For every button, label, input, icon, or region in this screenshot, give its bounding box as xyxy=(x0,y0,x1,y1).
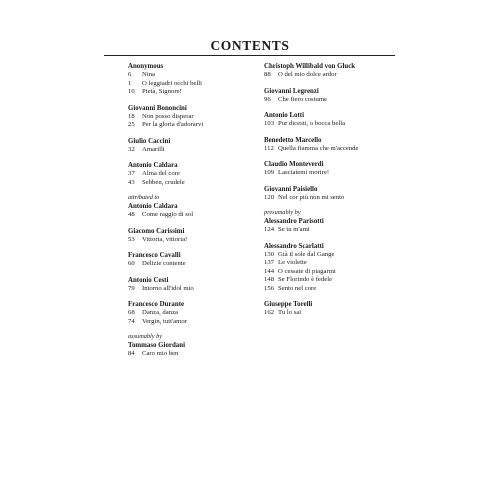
toc-entry[interactable] xyxy=(128,146,256,155)
toc-entry[interactable] xyxy=(128,318,256,327)
toc-entry[interactable] xyxy=(264,259,392,268)
toc-entry[interactable] xyxy=(128,71,256,80)
composer-name: Alessandro Parisotti xyxy=(264,218,324,225)
page-number: 43 xyxy=(128,178,135,186)
toc-entry[interactable] xyxy=(128,113,256,122)
page-number: 1 xyxy=(128,79,132,87)
toc-entry[interactable] xyxy=(128,88,256,97)
composer-name: Alessandro Scarlatti xyxy=(264,242,324,250)
composer-block xyxy=(264,300,392,318)
composer-block xyxy=(264,87,392,105)
page-number: 48 xyxy=(128,211,135,218)
song-title: Nel cor più non mi sento xyxy=(278,193,345,201)
song-title: Per la gloria d'adorarvi xyxy=(142,121,204,128)
attribution-note: assumably by xyxy=(128,333,163,340)
page-number: 10 xyxy=(128,88,135,95)
page-number: 32 xyxy=(128,145,135,153)
song-title: Le violette xyxy=(278,259,307,266)
song-title: Tu lo sai xyxy=(278,309,302,316)
song-title: Vittoria, vittoria! xyxy=(142,235,188,243)
composer-block xyxy=(128,161,256,187)
composer-name: Antonio Caldara xyxy=(128,203,178,210)
toc-entry[interactable] xyxy=(264,285,392,294)
composer-block xyxy=(128,300,256,326)
song-title: O del mio dolce ardor xyxy=(278,71,337,78)
toc-entry[interactable] xyxy=(128,211,256,220)
composer-name: Giovanni Paisiello xyxy=(264,185,318,193)
page-number: 112 xyxy=(264,144,274,152)
composer-name: Antonio Lotti xyxy=(264,112,305,119)
song-title: Amarilli xyxy=(142,145,165,153)
page-number: 74 xyxy=(128,317,135,325)
page-number: 84 xyxy=(128,350,135,357)
toc-entry[interactable] xyxy=(128,285,256,294)
attribution-note: attributed to xyxy=(128,194,160,201)
page-number: 53 xyxy=(128,235,135,243)
toc-entry[interactable] xyxy=(264,96,392,105)
song-title: Danza, danza xyxy=(142,309,179,316)
toc-entry[interactable] xyxy=(264,226,392,235)
song-title: Lasciatemi morire! xyxy=(278,169,330,176)
song-title: Caro mio ben xyxy=(142,350,179,357)
toc-entry[interactable] xyxy=(128,309,256,318)
song-title: O leggiadri occhi belli xyxy=(142,79,202,87)
page-number: 88 xyxy=(264,71,271,78)
composer-name: Claudio Monteverdi xyxy=(264,161,324,168)
page-number: 130 xyxy=(264,250,275,258)
composer-block xyxy=(128,276,256,294)
page-number: 6 xyxy=(128,71,132,78)
song-title: Intorno all'idol mio xyxy=(142,284,194,292)
contents-column-left xyxy=(128,62,256,366)
composer-name: Giuseppe Torelli xyxy=(264,301,313,308)
toc-entry[interactable] xyxy=(264,145,392,154)
composer-name: Giacomo Carissimi xyxy=(128,227,185,235)
composer-name: Anonymous xyxy=(128,63,164,70)
page-number: 156 xyxy=(264,284,275,292)
toc-entry[interactable] xyxy=(264,71,392,80)
toc-entry[interactable] xyxy=(128,80,256,89)
composer-block xyxy=(264,242,392,294)
composer-block xyxy=(128,333,256,359)
composer-block xyxy=(264,185,392,203)
composer-block xyxy=(128,62,256,97)
song-title: Sebben, crudele xyxy=(142,178,185,186)
toc-entry[interactable] xyxy=(264,309,392,318)
composer-block xyxy=(264,160,392,178)
song-title: Pur dicesti, o bocca bella xyxy=(278,120,346,127)
composer-name: Francesco Cavalli xyxy=(128,252,181,259)
toc-entry[interactable] xyxy=(128,260,256,269)
page-number: 137 xyxy=(264,259,275,266)
attribution-note: presumably by xyxy=(264,209,301,216)
page-number: 96 xyxy=(264,95,271,103)
composer-block xyxy=(264,62,392,80)
composer-name: Giulio Caccini xyxy=(128,137,171,145)
song-title: Come raggio di sol xyxy=(142,211,194,218)
composer-name: Antonio Caldara xyxy=(128,162,178,169)
page-number: 120 xyxy=(264,193,275,201)
composer-block xyxy=(128,104,256,130)
composer-block xyxy=(128,194,256,220)
contents-column-right xyxy=(264,62,392,325)
toc-entry[interactable] xyxy=(264,268,392,277)
song-title: Che fiero costume xyxy=(278,95,328,103)
song-title: Vergin, tutt'amor xyxy=(142,317,187,325)
composer-block xyxy=(128,227,256,245)
page-number: 60 xyxy=(128,260,135,267)
toc-entry[interactable] xyxy=(128,236,256,245)
toc-entry[interactable] xyxy=(264,276,392,285)
composer-name: Giovanni Bononcini xyxy=(128,104,187,112)
page-number: 109 xyxy=(264,169,275,176)
song-title: Pietà, Signore! xyxy=(142,88,182,95)
page-number: 37 xyxy=(128,170,135,177)
song-title: Se tu m'ami xyxy=(278,226,310,233)
toc-entry[interactable] xyxy=(264,194,392,203)
toc-entry[interactable] xyxy=(264,120,392,129)
song-title: Se Florindo è fedele xyxy=(278,276,333,283)
toc-entry[interactable] xyxy=(128,121,256,130)
page-number: 103 xyxy=(264,120,275,127)
composer-block xyxy=(128,137,256,155)
song-title: Non posso disperar xyxy=(142,112,194,120)
composer-block xyxy=(128,251,256,269)
toc-entry[interactable] xyxy=(264,251,392,260)
composer-name: Tommaso Giordani xyxy=(128,342,185,349)
toc-entry[interactable] xyxy=(128,350,256,359)
toc-entry[interactable] xyxy=(128,179,256,188)
song-title: Nina xyxy=(142,71,155,78)
page-number: 79 xyxy=(128,284,135,292)
page-number: 162 xyxy=(264,309,275,316)
composer-name: Christoph Willibald von Gluck xyxy=(264,63,356,70)
toc-entry[interactable] xyxy=(128,170,256,179)
page-number: 124 xyxy=(264,226,275,233)
composer-name: Antonio Cesti xyxy=(128,276,169,284)
page-number: 25 xyxy=(128,121,135,128)
page-title: CONTENTS xyxy=(210,38,290,53)
page-number: 148 xyxy=(264,276,275,283)
title-rule xyxy=(104,55,395,56)
composer-name: Benedetto Marcello xyxy=(264,136,322,144)
page-number: 18 xyxy=(128,112,135,120)
composer-block xyxy=(264,209,392,235)
song-title: Alma del core xyxy=(142,170,180,177)
song-title: O cessate di piagarmi xyxy=(278,267,336,275)
page-number: 144 xyxy=(264,267,275,275)
composer-block xyxy=(264,111,392,129)
composer-name: Francesco Durante xyxy=(128,301,185,308)
toc-entry[interactable] xyxy=(264,169,392,178)
composer-name: Giovanni Legrenzi xyxy=(264,87,319,95)
song-title: Delizie contente xyxy=(142,260,186,267)
song-title: Già il sole dal Gange xyxy=(278,250,335,258)
composer-block xyxy=(264,136,392,154)
page-number: 68 xyxy=(128,309,135,316)
song-title: Sento nel core xyxy=(278,284,317,292)
song-title: Quella fiamma che m'accende xyxy=(278,144,359,152)
